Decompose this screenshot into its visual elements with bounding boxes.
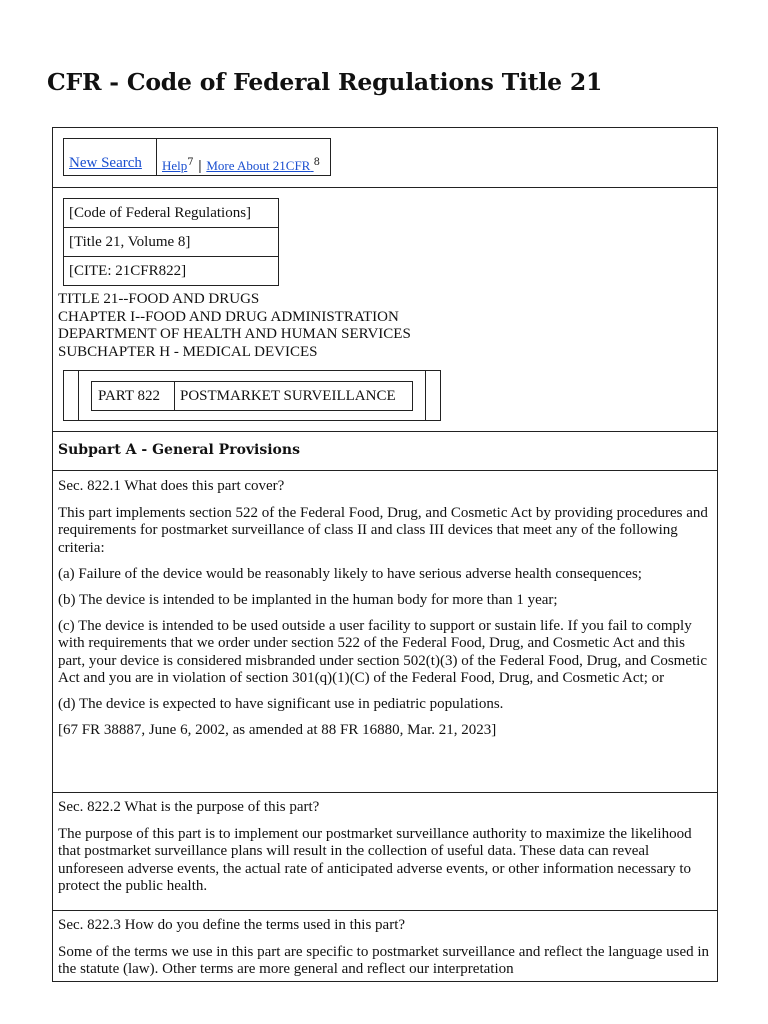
section-paragraph: This part implements section 522 of the Federal Food, Drug, and Cosmetic Act by providing procedures and requirements for postmarket surveillance of class II and class III devices that meet any of the following criteria: xyxy=(58,504,708,556)
citation-cell xyxy=(53,188,717,432)
new-search-link[interactable]: New Search xyxy=(69,155,142,171)
more-about-label: More About 21CFR xyxy=(206,158,311,173)
section-822-3 xyxy=(53,911,717,982)
nav-divider xyxy=(156,139,157,175)
section-paragraph: (a) Failure of the device would be reasonably likely to have serious adverse health consequences; xyxy=(58,565,642,582)
hierarchy-chapter: CHAPTER I--FOOD AND DRUG ADMINISTRATION xyxy=(58,308,399,325)
subpart-cell xyxy=(53,432,717,471)
hierarchy-department: DEPARTMENT OF HEALTH AND HUMAN SERVICES xyxy=(58,326,411,342)
section-heading: Sec. 822.2 What is the purpose of this part? xyxy=(58,799,320,815)
nav-cell xyxy=(53,128,717,188)
page-title: CFR - Code of Federal Regulations Title 21 xyxy=(47,68,603,96)
part-heading xyxy=(91,381,413,411)
part-box xyxy=(63,370,441,421)
citation-row: [Title 21, Volume 8] xyxy=(64,228,278,257)
part-name: POSTMARKET SURVEILLANCE xyxy=(180,388,396,404)
section-paragraph: Some of the terms we use in this part are specific to postmarket surveillance and reflect the language used in the statute (law). Other terms are more general and reflect our interpretation xyxy=(58,943,710,977)
more-about-footnote: 8 xyxy=(313,157,320,168)
section-822-1 xyxy=(53,471,717,793)
section-paragraph: (d) The device is expected to have significant use in pediatric populations. xyxy=(58,696,504,712)
hierarchy-subchapter: SUBCHAPTER H - MEDICAL DEVICES xyxy=(58,343,318,360)
nav-box xyxy=(63,138,331,176)
section-paragraph: (b) The device is intended to be implanted in the human body for more than 1 year; xyxy=(58,591,558,608)
part-number: PART 822 xyxy=(98,388,161,404)
hierarchy-title: TITLE 21--FOOD AND DRUGS xyxy=(58,291,260,307)
help-footnote: 7 xyxy=(187,157,194,168)
section-heading: Sec. 822.1 What does this part cover? xyxy=(58,478,285,494)
citation-table xyxy=(63,198,279,286)
part-divider xyxy=(174,382,175,410)
help-link[interactable]: Help xyxy=(162,158,188,173)
section-citation: [67 FR 38887, June 6, 2002, as amended at 88 FR 16880, Mar. 21, 2023] xyxy=(58,722,497,738)
nav-separator: | xyxy=(197,159,203,174)
section-heading: Sec. 822.3 How do you define the terms used in this part? xyxy=(58,917,406,933)
section-paragraph: (c) The device is intended to be used outside a user facility to support or sustain life. If you fail to comply with requirements that we order under section 522 of the Federal Food, Drug, and Cosmetic Act and this part, your device is considered misbranded under section 502(t)(3) of the Federal Food, Drug, and Cosmetic Act and you are in violation of section 301(q)(1)(C) of the Federal Food, Drug, and Cosmetic Act; or xyxy=(58,617,707,686)
citation-row: [CITE: 21CFR822] xyxy=(69,263,187,279)
help-links xyxy=(162,157,320,174)
regulation-table xyxy=(52,127,718,982)
part-box-right-rule xyxy=(425,371,426,420)
section-822-2 xyxy=(53,793,717,911)
section-paragraph: The purpose of this part is to implement our postmarket surveillance authority to maximize the likelihood that postmarket surveillance plans will result in the collection of useful data. These data can reveal unforeseen adverse events, the actual rate of anticipated adverse events, or other information necessary to protect the public health. xyxy=(58,825,692,894)
subpart-heading: Subpart A - General Provisions xyxy=(58,442,300,458)
citation-row: [Code of Federal Regulations] xyxy=(64,199,278,228)
more-about-21cfr-link[interactable] xyxy=(206,158,313,173)
hierarchy-block xyxy=(58,291,411,361)
part-box-left-rule xyxy=(78,371,79,420)
